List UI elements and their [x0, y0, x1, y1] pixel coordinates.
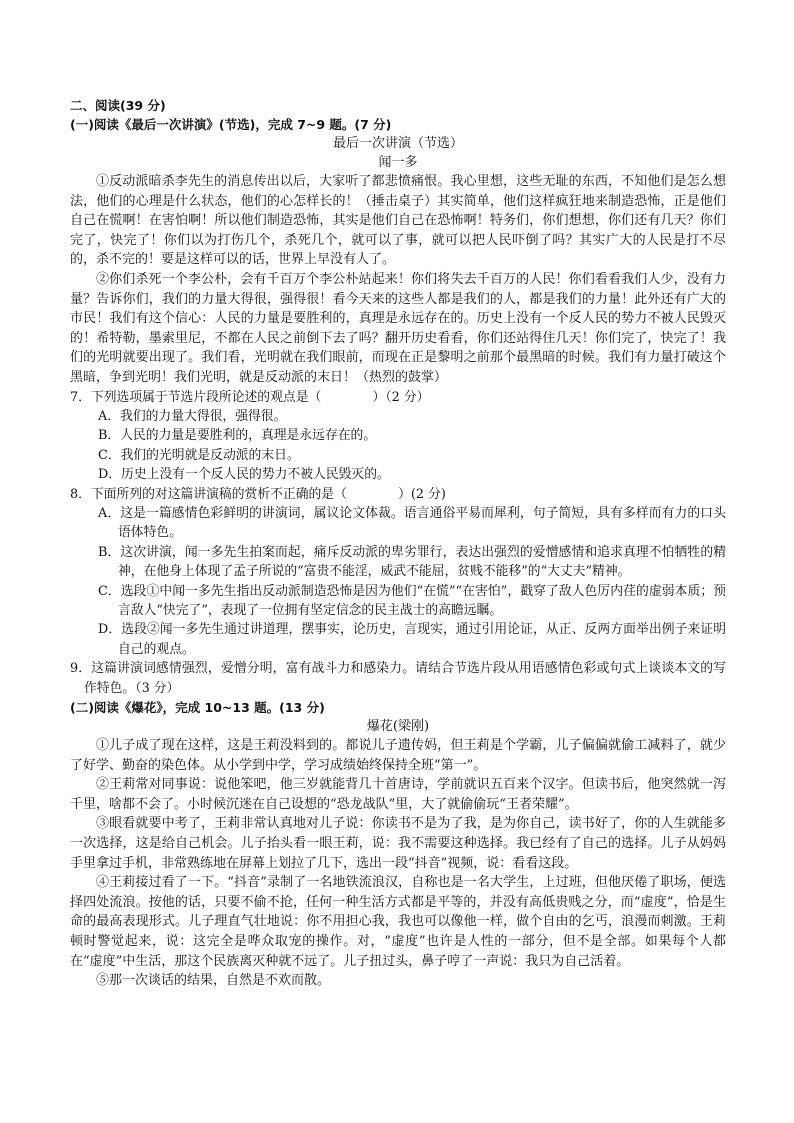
passage1-author: 闻一多 [378, 155, 418, 170]
passage2-paragraph-2: ②王莉常对同事说：说他笨吧，他三岁就能背几十首唐诗，学前就识五百来个汉字。但读书后，他突然就一泻千里，啥都不会了。小时候沉迷在自己设想的“恐龙战队”里，大了就偷偷玩“王者荣耀”。 [70, 777, 726, 812]
question-8-stem: 8．下面所列的对这篇讲演稿的赏析不正确的是（ ）(2 分) [70, 486, 446, 502]
question-9: 9．这篇讲演词感情强烈，爱憎分明，富有战斗力和感染力。请结合节选片段从用语感情色彩或句式上谈谈本文的写作特色。（3 分） [70, 661, 726, 696]
question-7-option-b: B．人民的力量是要胜利的，真理是永远存在的。 [98, 428, 377, 444]
passage2-paragraph-5: ⑤那一次谈话的结果，自然是不欢而散。 [96, 973, 331, 989]
question-7-stem: 7．下列选项属于节选片段所论述的观点是（ ）（2 分） [70, 389, 430, 405]
passage1-title: 最后一次讲演（节选） [332, 136, 463, 151]
question-8-option-a: A．这是一篇感情色彩鲜明的讲演词，属议论文体裁。语言通俗平易而犀利，句子简短，具有多样而有力的口头语体特色。 [98, 505, 726, 541]
passage1-paragraph-2: ②你们杀死一个李公朴，会有千百万个李公朴站起来！你们将失去千百万的人民！你们看看我们人少，没有力量？告诉你们，我们的力量大得很，强得很！看今天来的这些人都是我们的人，都是我们的力量！此外还有广大的市民！我们有这个信心：人民的力量是要胜利的，真理是永远存在的。历史上没有一个反人民的势力不被人民毁灭的！希特勒，墨索里尼，不都在人民之前倒下去了吗？翻开历史看看，你们还站得住几天！你们完了，快完了！我们的光明就要出现了。我们看，光明就在我们眼前，而现在正是黎明之前那个最黑暗的时候。我们有力量打破这个黑暗，争到光明！我们光明，就是反动派的末日！（热烈的鼓掌） [70, 271, 726, 385]
passage2-paragraph-4: ④王莉接过看了一下。“抖音”录制了一名地铁流浪汉，自称也是一名大学生，上过班，但他厌倦了职场，便选择四处流浪。按他的话，只要不偷不抢，任何一种生活方式都是平等的，并没有高低贵贱之分，而“虚度”，恰是生命的最高表现形式。儿子理直气壮地说：你不用担心我，我也可以像他一样，做个自由的乞丐，浪漫而刺激。王莉顿时警觉起来，说：这完全是哗众取宠的操作。对，“虚度”也许是人性的一部分，但不是全部。如果每个人都在“虚度”中生活，那这个民族离灭种就不远了。儿子扭过头，鼻子哼了一声说：我只为自己活着。 [70, 875, 726, 969]
question-8-option-b: B．这次讲演，闻一多先生拍案而起，痛斥反动派的卑劣罪行，表达出强烈的爱憎感情和追求真理不怕牺牲的精神，在他身上体现了孟子所说的“富贵不能淫，威武不能屈，贫贱不能移”的“大丈夫”精神。 [98, 544, 726, 580]
question-7-option-c: C．我们的光明就是反动派的末日。 [98, 447, 300, 463]
part1-heading: (一)阅读《最后一次讲演》(节选)，完成 7~9 题。(7 分) [70, 117, 392, 132]
part2-heading: (二)阅读《爆花》，完成 10~13 题。(13 分) [70, 700, 325, 716]
section-heading: 二、阅读(39 分) [70, 98, 166, 113]
question-7-option-a: A．我们的力量大得很，强得很。 [98, 408, 287, 424]
question-7-option-d: D．历史上没有一个反人民的势力不被人民毁灭的。 [98, 467, 390, 483]
passage2-paragraph-1: ①儿子成了现在这样，这是王莉没料到的。都说儿子遗传妈，但王莉是个学霸，儿子偏偏就偷工减料了，就少了好学、勤奋的染色体。从小学到中学，学习成绩始终保持全班“第一”。 [70, 738, 726, 773]
passage1-paragraph-1: ①反动派暗杀李先生的消息传出以后，大家听了都悲愤痛恨。我心里想，这些无耻的东西，不知他们是怎么想法，他们的心理是什么状态，他们的心怎样长的！（捶击桌子）其实简单，他们这样疯狂地来制造恐怖，正是他们自己在慌啊！在害怕啊！所以他们制造恐怖，其实是他们自己在恐怖啊！特务们，你们想想，你们还有几天？你们完了，快完了！你们以为打伤几个，杀死几个，就可以了事，就可以把人民吓倒了吗？其实广大的人民是打不尽的，杀不完的！要是这样可以的话，世界上早没有人了。 [70, 174, 726, 268]
passage2-title: 爆花(梁刚) [366, 719, 430, 735]
exam-page [70, 96, 726, 991]
question-8-option-d: D．选段②闻一多先生通过讲道理，摆事实，论历史，言现实，通过引用论证，从正、反两方面举出例子来证明自己的观点。 [98, 622, 726, 657]
question-8-option-c: C．选段①中闻一多先生指出反动派制造恐怖是因为他们“在慌”“在害怕”，戳穿了敌人色厉内荏的虚弱本质；预言敌人“快完了”，表现了一位拥有坚定信念的民主战士的高瞻远瞩。 [98, 583, 726, 618]
passage2-paragraph-3: ③眼看就要中考了，王莉非常认真地对儿子说：你读书不是为了我，是为你自己，读书好了，你的人生就能多一次选择，这是给自己机会。儿子抬头看一眼王莉，说：我不需要这种选择。我已经有了自己的选择。儿子从妈妈手里拿过手机，非常熟练地在屏幕上划拉了几下，选出一段“抖音”视频，说：看看这段。 [70, 816, 726, 871]
